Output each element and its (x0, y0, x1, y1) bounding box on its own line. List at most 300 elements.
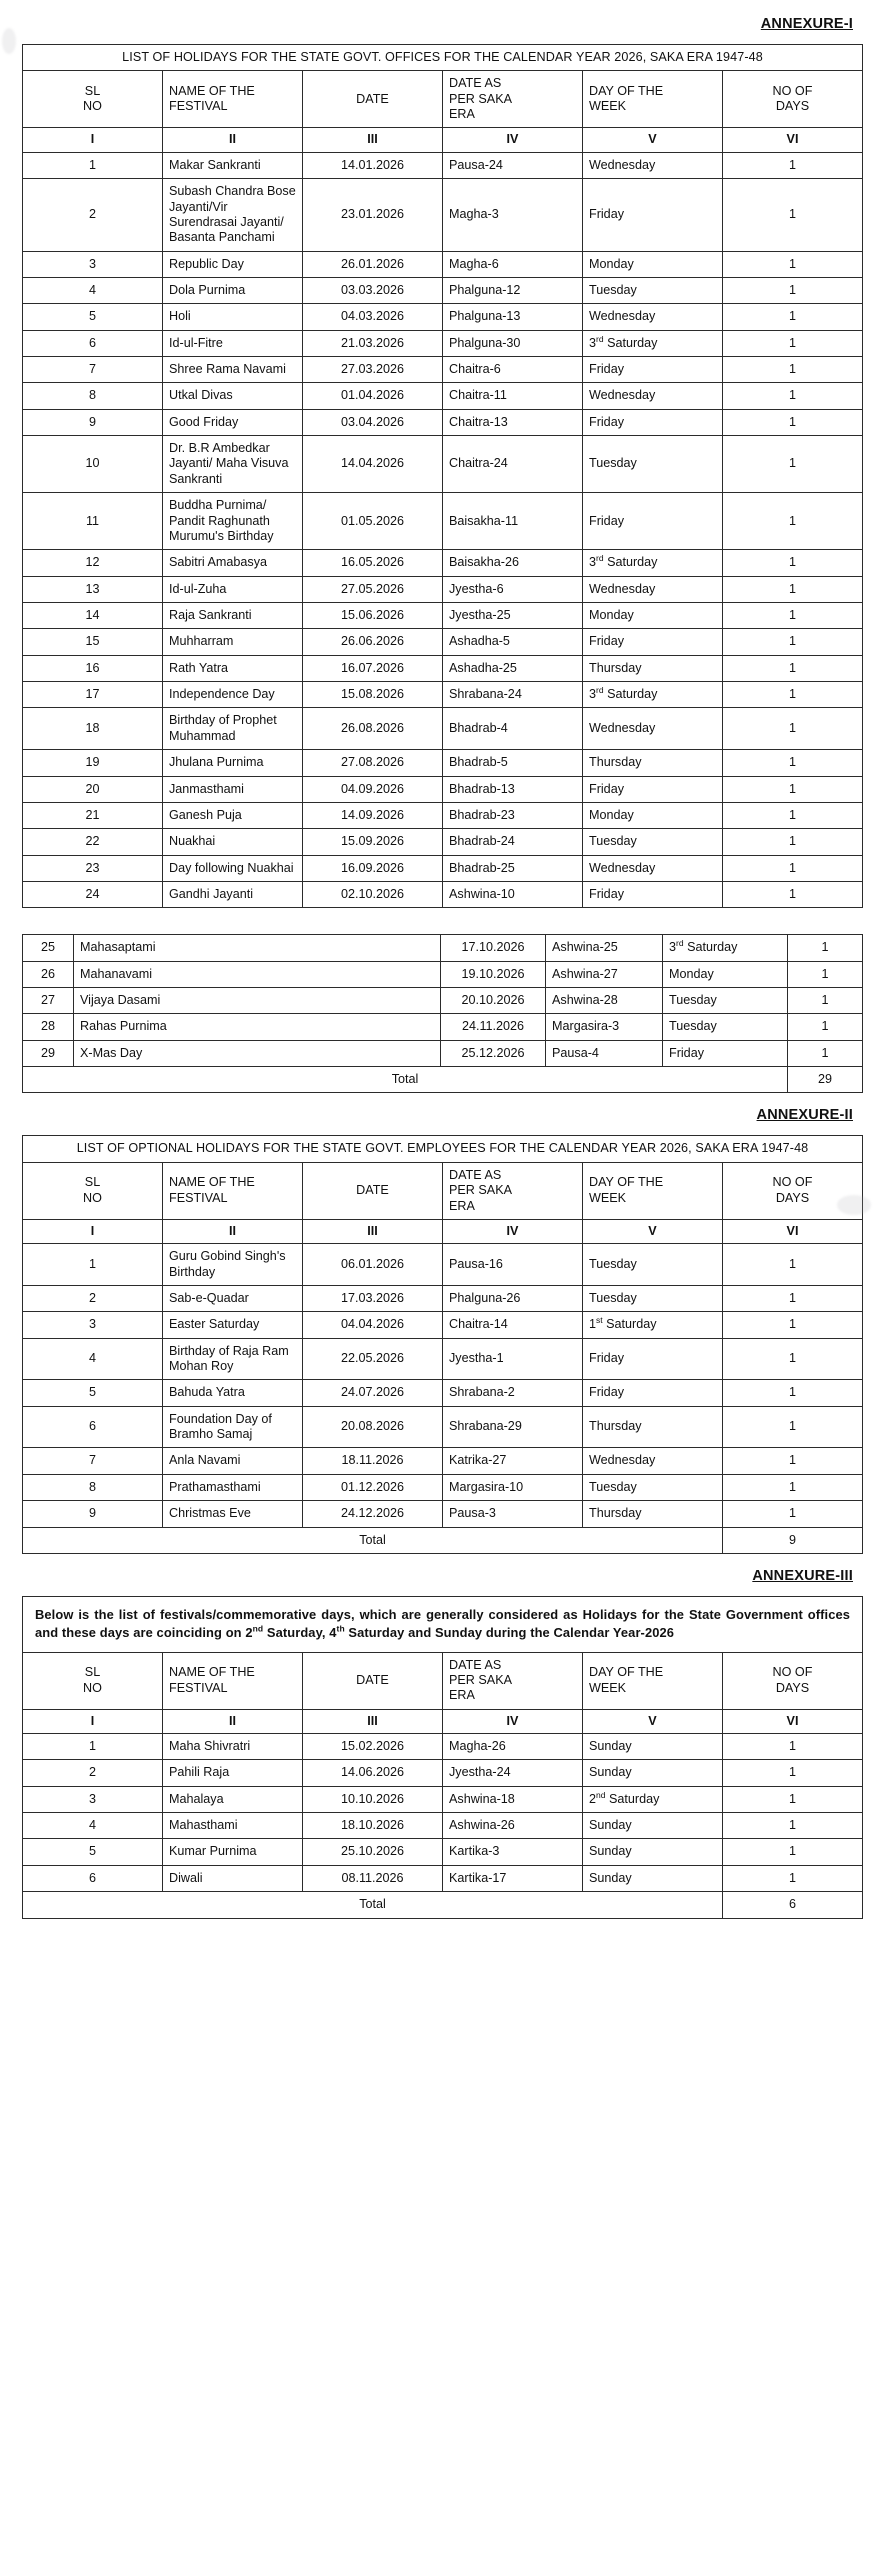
roman-iii: III (303, 128, 443, 152)
cell-date: 16.05.2026 (303, 550, 443, 576)
table-row (23, 708, 863, 750)
header-saka-date (443, 71, 583, 128)
cell-date: 20.08.2026 (303, 1406, 443, 1448)
cell-sl-no: 9 (23, 1501, 163, 1527)
header-name: NAME OF THE FESTIVAL (163, 1652, 303, 1709)
roman-ii: II (163, 1709, 303, 1733)
cell-sl-no: 6 (23, 1406, 163, 1448)
cell-saka-date: Ashwina-28 (546, 988, 663, 1014)
table-row (23, 1406, 863, 1448)
cell-saka-date: Magha-26 (443, 1733, 583, 1759)
table-row (23, 750, 863, 776)
header-date: DATE (303, 71, 443, 128)
cell-no-of-days: 1 (723, 152, 863, 178)
cell-sl-no: 11 (23, 493, 163, 550)
cell-saka-date: Katrika-27 (443, 1448, 583, 1474)
cell-sl-no: 5 (23, 1380, 163, 1406)
cell-day-of-week: Thursday (583, 1501, 723, 1527)
cell-saka-date: Kartika-3 (443, 1839, 583, 1865)
cell-day-of-week: Tuesday (663, 988, 788, 1014)
ordinal-suffix: st (596, 1315, 603, 1326)
cell-no-of-days: 1 (788, 935, 863, 961)
cell-no-of-days: 1 (723, 776, 863, 802)
cell-saka-date: Shrabana-24 (443, 682, 583, 708)
cell-festival-name: Sab-e-Quadar (163, 1285, 303, 1311)
cell-sl-no: 29 (23, 1040, 74, 1066)
cell-day-of-week: Friday (583, 409, 723, 435)
ordinal-number: 3 (589, 555, 597, 570)
cell-festival-name: Maha Shivratri (163, 1733, 303, 1759)
cell-date: 06.01.2026 (303, 1244, 443, 1286)
header-no-of-days (723, 1652, 863, 1709)
cell-saka-date: Pausa-3 (443, 1501, 583, 1527)
cell-festival-name: Mahasaptami (74, 935, 441, 961)
table-row (23, 1501, 863, 1527)
cell-date: 16.09.2026 (303, 855, 443, 881)
cell-festival-name: Kumar Purnima (163, 1839, 303, 1865)
annexure-3-roman-row (23, 1709, 863, 1733)
header-saka-date (443, 1162, 583, 1219)
total-label: Total (23, 1527, 723, 1553)
annexure-1-total-value: 29 (788, 1067, 863, 1093)
cell-saka-date: Shrabana-29 (443, 1406, 583, 1448)
table-row (23, 881, 863, 907)
annexure-2-table (22, 1135, 863, 1553)
ordinal-suffix: rd (596, 684, 604, 695)
header-day-line1: DAY OF THE (589, 1175, 664, 1190)
cell-saka-date: Magha-6 (443, 251, 583, 277)
cell-saka-date: Pausa-24 (443, 152, 583, 178)
cell-festival-name: Foundation Day of Bramho Samaj (163, 1406, 303, 1448)
table-row (23, 1448, 863, 1474)
cell-saka-date: Ashadha-25 (443, 655, 583, 681)
cell-date: 24.07.2026 (303, 1380, 443, 1406)
ordinal-suffix: nd (596, 1789, 606, 1800)
table-row (23, 357, 863, 383)
cell-saka-date: Chaitra-14 (443, 1312, 583, 1338)
cell-date: 14.09.2026 (303, 802, 443, 828)
cell-day-of-week: Friday (583, 493, 723, 550)
cell-day-of-week: Wednesday (583, 576, 723, 602)
table-row (23, 1760, 863, 1786)
cell-date: 15.08.2026 (303, 682, 443, 708)
cell-day-of-week: Friday (583, 357, 723, 383)
ordinal-suffix: rd (596, 333, 604, 344)
cell-date: 04.03.2026 (303, 304, 443, 330)
cell-saka-date: Jyestha-1 (443, 1338, 583, 1380)
cell-festival-name: Utkal Divas (163, 383, 303, 409)
cell-day-of-week: Thursday (583, 750, 723, 776)
cell-festival-name: Dr. B.R Ambedkar Jayanti/ Maha Visuva Sankranti (163, 436, 303, 493)
cell-no-of-days: 1 (723, 682, 863, 708)
cell-saka-date: Bhadrab-13 (443, 776, 583, 802)
roman-ii: II (163, 1219, 303, 1243)
cell-saka-date: Margasira-3 (546, 1014, 663, 1040)
roman-i: I (23, 128, 163, 152)
cell-sl-no: 2 (23, 179, 163, 251)
cell-no-of-days: 1 (723, 251, 863, 277)
header-saka-line1: DATE AS (449, 76, 502, 91)
cell-no-of-days: 1 (723, 1733, 863, 1759)
cell-sl-no: 19 (23, 750, 163, 776)
cell-festival-name: Easter Saturday (163, 1312, 303, 1338)
cell-day-of-week: Tuesday (583, 1244, 723, 1286)
cell-festival-name: Diwali (163, 1865, 303, 1891)
table-row (23, 304, 863, 330)
header-day-of-week (583, 1652, 723, 1709)
scan-artifact (2, 28, 16, 54)
cell-no-of-days: 1 (723, 1760, 863, 1786)
cell-sl-no: 1 (23, 152, 163, 178)
roman-iv: IV (443, 1709, 583, 1733)
cell-saka-date: Margasira-10 (443, 1474, 583, 1500)
cell-sl-no: 3 (23, 1312, 163, 1338)
cell-festival-name: Good Friday (163, 409, 303, 435)
annexure-3-header-row (23, 1652, 863, 1709)
annexure-3-title-sup-2nd: nd (252, 1623, 264, 1634)
ordinal-number: 2 (589, 1791, 597, 1806)
cell-no-of-days: 1 (723, 357, 863, 383)
table-row (23, 655, 863, 681)
cell-date: 03.03.2026 (303, 277, 443, 303)
annexure-3-heading: ANNEXURE-III (752, 1567, 853, 1584)
ordinal-number: 3 (589, 687, 597, 702)
cell-sl-no: 3 (23, 1786, 163, 1812)
cell-saka-date: Baisakha-11 (443, 493, 583, 550)
cell-saka-date: Kartika-17 (443, 1865, 583, 1891)
table-row (23, 152, 863, 178)
cell-festival-name: Bahuda Yatra (163, 1380, 303, 1406)
annexure-2-title-row (23, 1136, 863, 1162)
cell-festival-name: Raja Sankranti (163, 602, 303, 628)
cell-no-of-days: 1 (723, 602, 863, 628)
annexure-2-heading: ANNEXURE-II (756, 1107, 853, 1124)
cell-saka-date: Shrabana-2 (443, 1380, 583, 1406)
cell-day-of-week: Sunday (583, 1813, 723, 1839)
cell-day-of-week: Monday (663, 961, 788, 987)
annexure-1-table (22, 44, 863, 908)
cell-date: 27.03.2026 (303, 357, 443, 383)
cell-festival-name: Buddha Purnima/ Pandit Raghunath Murumu's Birthday (163, 493, 303, 550)
cell-saka-date: Jyestha-6 (443, 576, 583, 602)
annexure-3-total-value: 6 (723, 1892, 863, 1918)
cell-saka-date: Phalguna-30 (443, 330, 583, 356)
cell-sl-no: 8 (23, 383, 163, 409)
table-row (23, 776, 863, 802)
table-row (23, 1733, 863, 1759)
cell-sl-no: 27 (23, 988, 74, 1014)
cell-saka-date: Jyestha-25 (443, 602, 583, 628)
cell-sl-no: 3 (23, 251, 163, 277)
cell-festival-name: Prathamasthami (163, 1474, 303, 1500)
page-break-gap (22, 908, 863, 934)
cell-no-of-days: 1 (723, 1285, 863, 1311)
cell-sl-no: 5 (23, 1839, 163, 1865)
cell-day-of-week: Wednesday (583, 855, 723, 881)
cell-day-of-week (583, 550, 723, 576)
cell-no-of-days: 1 (723, 750, 863, 776)
roman-v: V (583, 1219, 723, 1243)
cell-sl-no: 26 (23, 961, 74, 987)
cell-sl-no: 14 (23, 602, 163, 628)
ordinal-rest: Saturday (603, 335, 658, 350)
cell-festival-name: Day following Nuakhai (163, 855, 303, 881)
cell-festival-name: Janmasthami (163, 776, 303, 802)
annexure-3-total-row (23, 1892, 863, 1918)
cell-no-of-days: 1 (723, 802, 863, 828)
cell-no-of-days: 1 (723, 855, 863, 881)
cell-date: 01.12.2026 (303, 1474, 443, 1500)
annexure-3-title-row (23, 1596, 863, 1652)
cell-date: 01.05.2026 (303, 493, 443, 550)
annexure-3-title-mid: Saturday, 4 (263, 1625, 337, 1641)
cell-saka-date: Bhadrab-24 (443, 829, 583, 855)
ordinal-rest: Saturday (603, 687, 658, 702)
cell-date: 20.10.2026 (441, 988, 546, 1014)
cell-date: 19.10.2026 (441, 961, 546, 987)
roman-vi: VI (723, 128, 863, 152)
cell-date: 18.11.2026 (303, 1448, 443, 1474)
cell-saka-date: Ashadha-5 (443, 629, 583, 655)
cell-festival-name: Ganesh Puja (163, 802, 303, 828)
cell-saka-date: Bhadrab-5 (443, 750, 583, 776)
ordinal-suffix: rd (676, 938, 684, 949)
cell-date: 22.05.2026 (303, 1338, 443, 1380)
cell-no-of-days: 1 (723, 1448, 863, 1474)
cell-day-of-week: Friday (663, 1040, 788, 1066)
cell-no-of-days: 1 (788, 1040, 863, 1066)
table-row (23, 1813, 863, 1839)
cell-festival-name: Anla Navami (163, 1448, 303, 1474)
roman-vi: VI (723, 1219, 863, 1243)
table-row (23, 961, 863, 987)
annexure-2-body (23, 1244, 863, 1527)
cell-festival-name: Gandhi Jayanti (163, 881, 303, 907)
cell-day-of-week: Thursday (583, 655, 723, 681)
cell-festival-name: Republic Day (163, 251, 303, 277)
cell-festival-name: Id-ul-Fitre (163, 330, 303, 356)
cell-sl-no: 23 (23, 855, 163, 881)
table-row (23, 277, 863, 303)
header-day-of-week (583, 1162, 723, 1219)
cell-saka-date: Phalguna-12 (443, 277, 583, 303)
table-row (23, 493, 863, 550)
header-sl-line2: NO (83, 1190, 102, 1205)
annexure-1-title-row (23, 45, 863, 71)
table-row (23, 682, 863, 708)
cell-day-of-week: Friday (583, 881, 723, 907)
cell-date: 21.03.2026 (303, 330, 443, 356)
table-row (23, 179, 863, 251)
cell-no-of-days: 1 (723, 1474, 863, 1500)
cell-festival-name: Rath Yatra (163, 655, 303, 681)
cell-no-of-days: 1 (723, 277, 863, 303)
cell-saka-date: Bhadrab-4 (443, 708, 583, 750)
cell-date: 15.06.2026 (303, 602, 443, 628)
cell-date: 10.10.2026 (303, 1786, 443, 1812)
cell-date: 17.10.2026 (441, 935, 546, 961)
cell-sl-no: 13 (23, 576, 163, 602)
cell-no-of-days: 1 (788, 988, 863, 1014)
annexure-1-title: LIST OF HOLIDAYS FOR THE STATE GOVT. OFFICES FOR THE CALENDAR YEAR 2026, SAKA ERA 1947-48 (23, 45, 863, 71)
annexure-1-body (23, 152, 863, 908)
cell-festival-name: Subash Chandra Bose Jayanti/Vir Surendrasai Jayanti/ Basanta Panchami (163, 179, 303, 251)
cell-festival-name: Muhharram (163, 629, 303, 655)
cell-day-of-week: Tuesday (663, 1014, 788, 1040)
cell-festival-name: Mahalaya (163, 1786, 303, 1812)
header-saka-line1: DATE AS (449, 1657, 502, 1672)
cell-saka-date: Ashwina-25 (546, 935, 663, 961)
cell-no-of-days: 1 (723, 629, 863, 655)
cell-date: 26.06.2026 (303, 629, 443, 655)
cell-day-of-week: Sunday (583, 1839, 723, 1865)
cell-date: 25.12.2026 (441, 1040, 546, 1066)
ordinal-rest: Saturday (603, 555, 658, 570)
annexure-1-continued-body (23, 935, 863, 1067)
cell-saka-date: Pausa-16 (443, 1244, 583, 1286)
cell-saka-date: Ashwina-26 (443, 1813, 583, 1839)
cell-no-of-days: 1 (723, 330, 863, 356)
cell-day-of-week: Friday (583, 1338, 723, 1380)
header-saka-line2: PER SAKA (449, 1183, 512, 1198)
cell-saka-date: Chaitra-24 (443, 436, 583, 493)
header-sl-line1: SL (84, 1665, 101, 1680)
cell-sl-no: 15 (23, 629, 163, 655)
cell-day-of-week: Wednesday (583, 1448, 723, 1474)
header-no-of-days (723, 71, 863, 128)
cell-sl-no: 4 (23, 1813, 163, 1839)
table-row (23, 576, 863, 602)
header-name: NAME OF THE FESTIVAL (163, 71, 303, 128)
cell-festival-name: Dola Purnima (163, 277, 303, 303)
cell-day-of-week (583, 330, 723, 356)
header-date: DATE (303, 1162, 443, 1219)
cell-sl-no: 22 (23, 829, 163, 855)
cell-festival-name: Birthday of Raja Ram Mohan Roy (163, 1338, 303, 1380)
annexure-2-total-row (23, 1527, 863, 1553)
cell-no-of-days: 1 (723, 493, 863, 550)
table-row (23, 436, 863, 493)
table-row (23, 829, 863, 855)
cell-day-of-week: Friday (583, 1380, 723, 1406)
cell-date: 15.02.2026 (303, 1733, 443, 1759)
cell-date: 24.11.2026 (441, 1014, 546, 1040)
table-row (23, 1040, 863, 1066)
header-saka-date (443, 1652, 583, 1709)
header-day-of-week (583, 71, 723, 128)
cell-no-of-days: 1 (723, 829, 863, 855)
cell-day-of-week: Tuesday (583, 436, 723, 493)
cell-day-of-week: Wednesday (583, 304, 723, 330)
annexure-3-title-pre: Below is the list of festivals/commemorative days, which are generally considered as Holidays for the State Government offices and these days are coinciding on 2 (35, 1606, 850, 1641)
annexure-3-table (22, 1596, 863, 1919)
cell-date: 14.06.2026 (303, 1760, 443, 1786)
table-row (23, 802, 863, 828)
header-days-line1: NO OF (772, 84, 813, 99)
cell-sl-no: 6 (23, 330, 163, 356)
ordinal-rest: Saturday (683, 940, 738, 955)
header-name: NAME OF THE FESTIVAL (163, 1162, 303, 1219)
cell-saka-date: Baisakha-26 (443, 550, 583, 576)
cell-no-of-days: 1 (723, 409, 863, 435)
cell-date: 04.09.2026 (303, 776, 443, 802)
header-sl-no (23, 71, 163, 128)
table-row (23, 1312, 863, 1338)
header-sl-line2: NO (83, 99, 102, 114)
table-row (23, 988, 863, 1014)
header-day-line2: WEEK (589, 1190, 627, 1205)
header-saka-line3: ERA (449, 1688, 475, 1703)
cell-date: 14.01.2026 (303, 152, 443, 178)
cell-date: 16.07.2026 (303, 655, 443, 681)
cell-no-of-days: 1 (723, 304, 863, 330)
cell-sl-no: 28 (23, 1014, 74, 1040)
table-row (23, 1380, 863, 1406)
table-row (23, 629, 863, 655)
cell-saka-date: Bhadrab-25 (443, 855, 583, 881)
table-row (23, 1865, 863, 1891)
cell-saka-date: Jyestha-24 (443, 1760, 583, 1786)
cell-sl-no: 25 (23, 935, 74, 961)
cell-sl-no: 4 (23, 277, 163, 303)
cell-date: 24.12.2026 (303, 1501, 443, 1527)
table-row (23, 935, 863, 961)
cell-no-of-days: 1 (723, 1786, 863, 1812)
ordinal-rest: Saturday (605, 1791, 660, 1806)
annexure-3-title (23, 1596, 863, 1652)
header-sl-line1: SL (84, 84, 101, 99)
cell-saka-date: Chaitra-13 (443, 409, 583, 435)
cell-day-of-week: Friday (583, 776, 723, 802)
cell-day-of-week: Wednesday (583, 152, 723, 178)
cell-sl-no: 6 (23, 1865, 163, 1891)
cell-no-of-days: 1 (723, 655, 863, 681)
cell-sl-no: 17 (23, 682, 163, 708)
header-saka-line2: PER SAKA (449, 91, 512, 106)
ordinal-rest: Saturday (602, 1317, 657, 1332)
cell-sl-no: 2 (23, 1760, 163, 1786)
cell-day-of-week: Friday (583, 179, 723, 251)
cell-sl-no: 2 (23, 1285, 163, 1311)
cell-sl-no: 7 (23, 357, 163, 383)
cell-day-of-week: Friday (583, 629, 723, 655)
cell-sl-no: 7 (23, 1448, 163, 1474)
cell-no-of-days: 1 (723, 1338, 863, 1380)
cell-sl-no: 16 (23, 655, 163, 681)
table-row (23, 855, 863, 881)
cell-date: 08.11.2026 (303, 1865, 443, 1891)
ordinal-number: 3 (589, 335, 597, 350)
header-days-line1: NO OF (772, 1175, 813, 1190)
cell-sl-no: 4 (23, 1338, 163, 1380)
table-row (23, 1338, 863, 1380)
table-row (23, 409, 863, 435)
cell-festival-name: Shree Rama Navami (163, 357, 303, 383)
cell-festival-name: Holi (163, 304, 303, 330)
annexure-2-header-row (23, 1162, 863, 1219)
cell-date: 01.04.2026 (303, 383, 443, 409)
cell-festival-name: Makar Sankranti (163, 152, 303, 178)
header-days-line1: NO OF (772, 1665, 813, 1680)
cell-date: 17.03.2026 (303, 1285, 443, 1311)
cell-saka-date: Ashwina-18 (443, 1786, 583, 1812)
cell-sl-no: 18 (23, 708, 163, 750)
cell-saka-date: Phalguna-26 (443, 1285, 583, 1311)
cell-day-of-week: Tuesday (583, 1285, 723, 1311)
roman-iii: III (303, 1709, 443, 1733)
header-day-line1: DAY OF THE (589, 1665, 664, 1680)
cell-date: 26.01.2026 (303, 251, 443, 277)
